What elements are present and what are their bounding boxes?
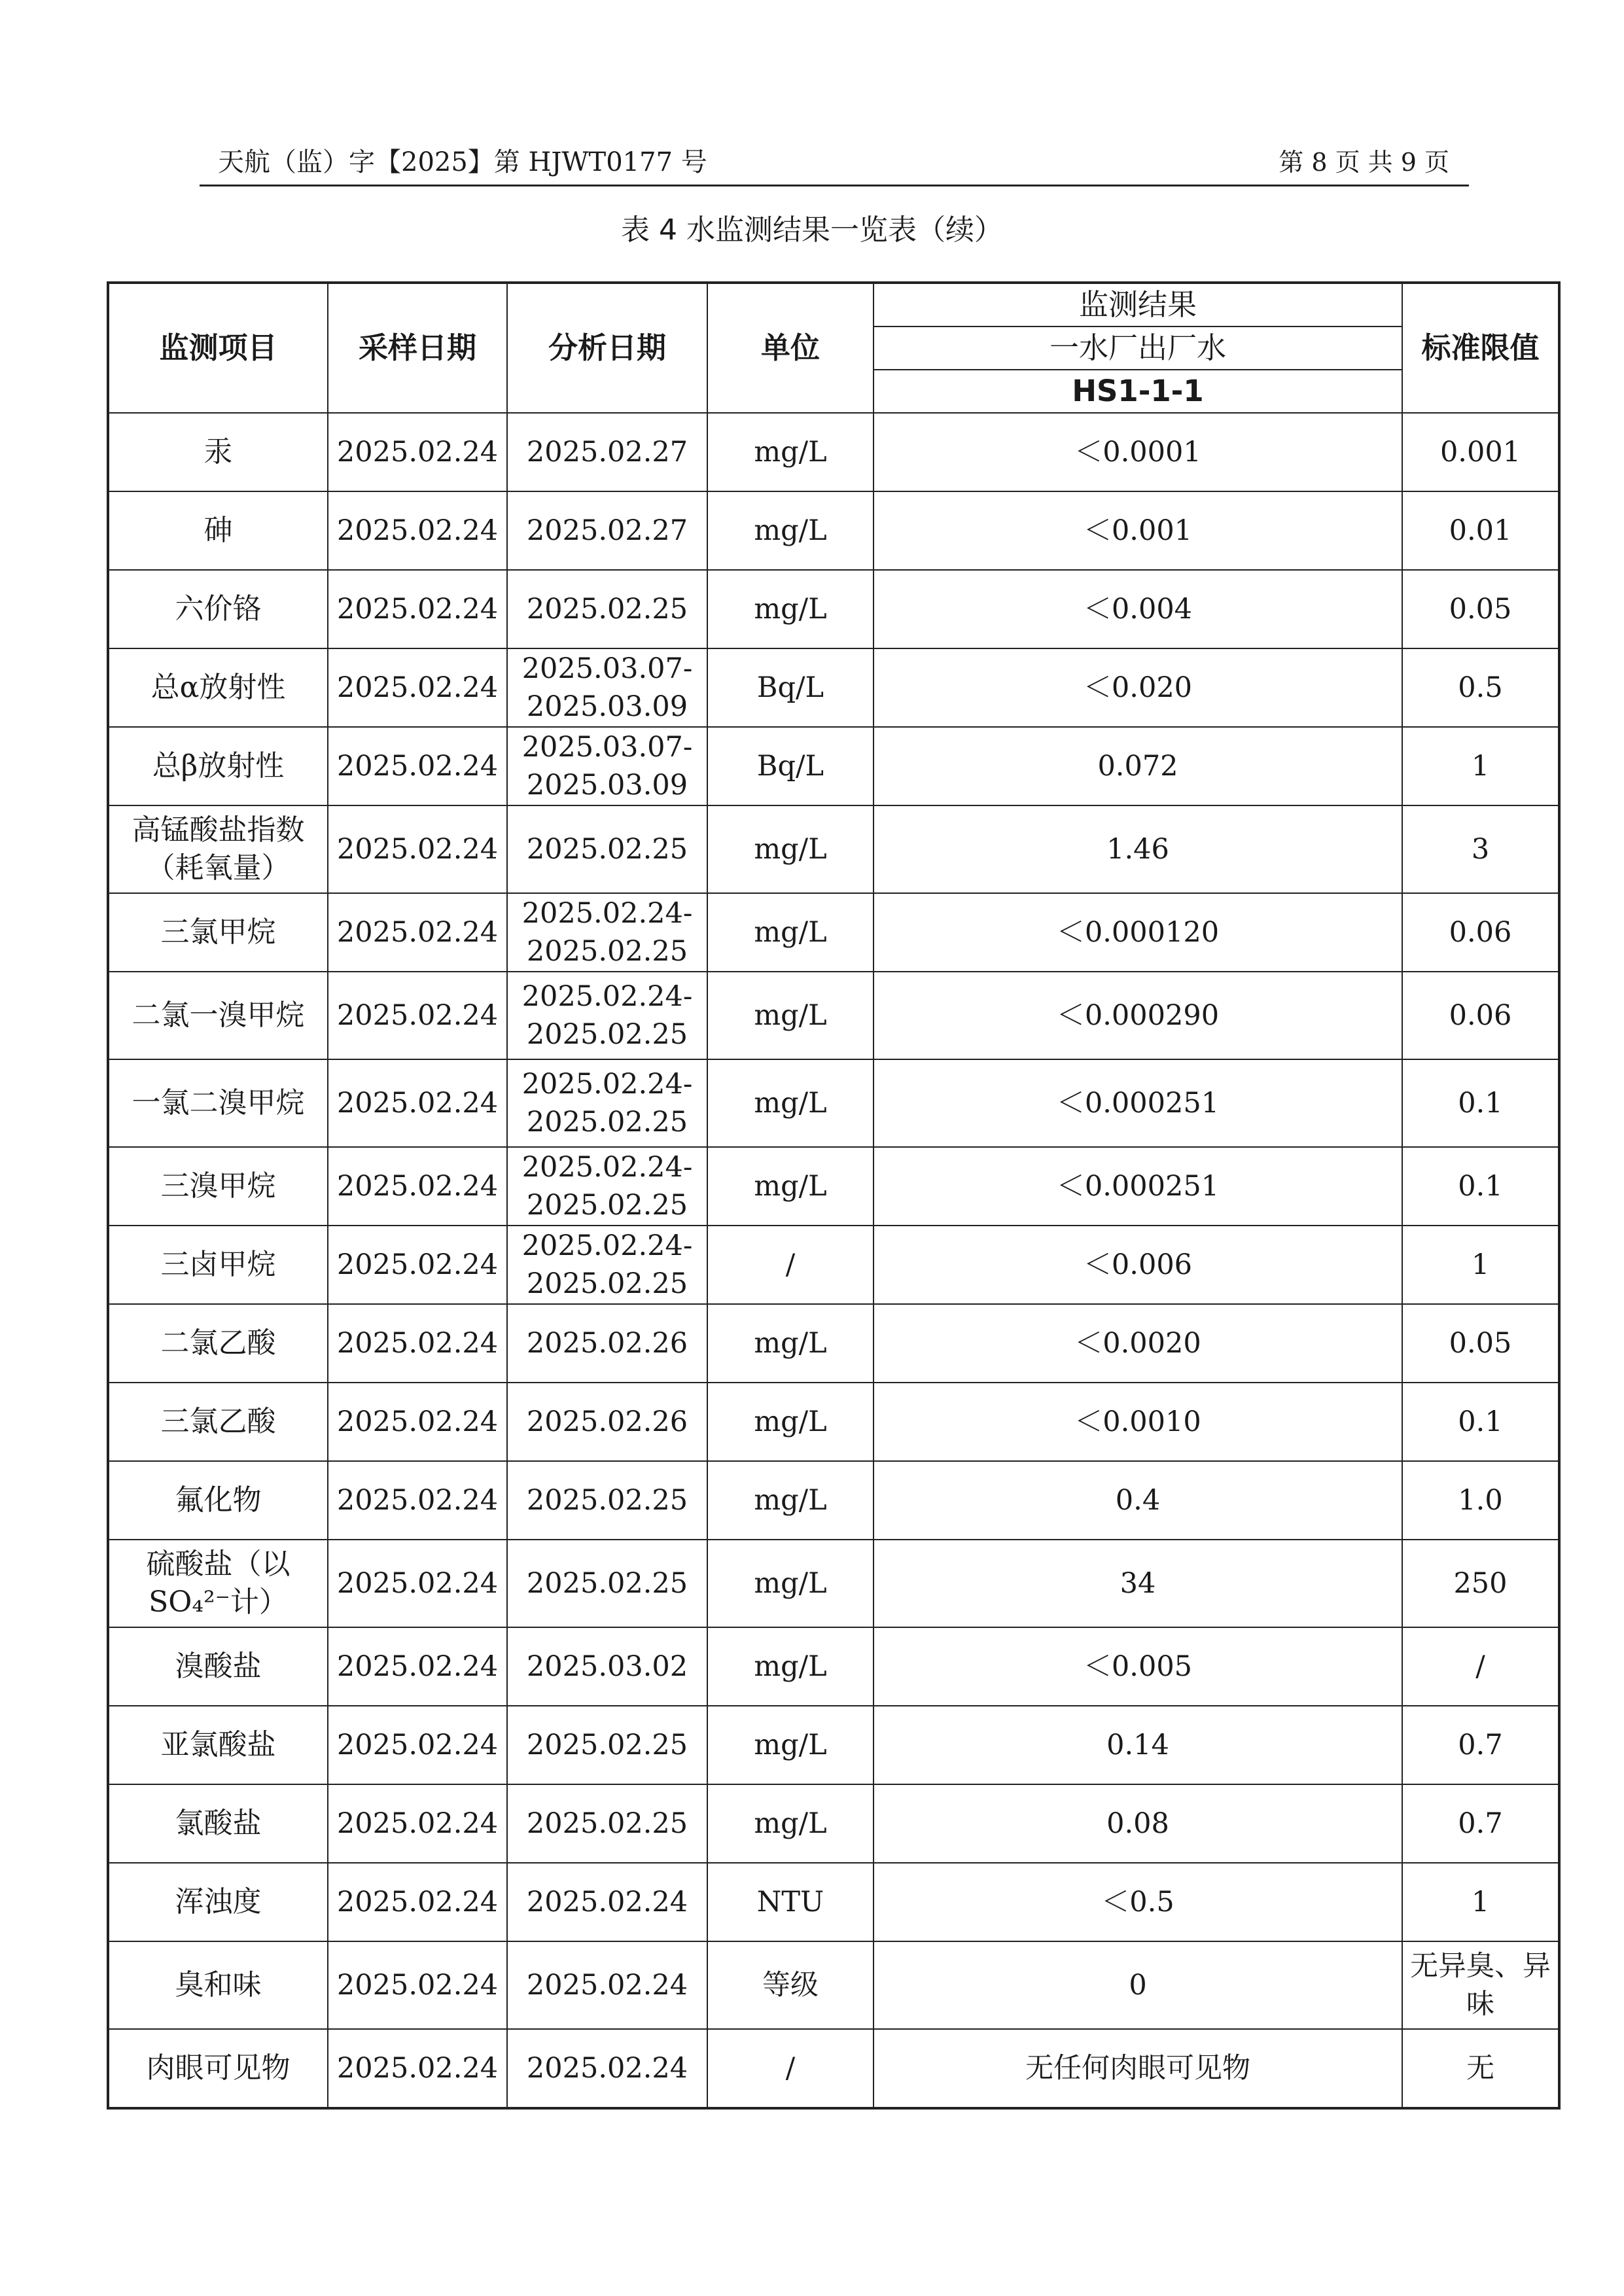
table-title: 表 4 水监测结果一览表（续） [621,213,1003,247]
results-table [107,281,1561,2110]
report-number: 天航（监）字【2025】第 HJWT0177 号 [218,147,707,177]
cell-result: ＜0.006 [874,1226,1402,1304]
col-header-sample-date: 采样日期 [328,283,507,413]
cell-analysis-date: 2025.03.07-2025.03.09 [507,648,707,727]
col-header-result-code: HS1-1-1 [874,370,1402,413]
cell-analysis-date: 2025.02.24 [507,1863,707,1941]
cell-unit: mg/L [707,413,874,491]
cell-unit: mg/L [707,1706,874,1784]
cell-limit: 0.05 [1402,1304,1559,1383]
cell-sample-date: 2025.02.24 [328,1706,507,1784]
table-row [108,1461,1559,1540]
cell-result: ＜0.0001 [874,413,1402,491]
cell-analysis-date: 2025.02.27 [507,491,707,570]
table-row [108,1226,1559,1304]
cell-limit: 1 [1402,1863,1559,1941]
cell-limit: 0.05 [1402,570,1559,648]
table-row [108,648,1559,727]
col-header-unit: 单位 [707,283,874,413]
cell-limit: 0.01 [1402,491,1559,570]
cell-item: 三溴甲烷 [108,1147,328,1226]
table-row [108,1540,1559,1627]
cell-result: 0.08 [874,1784,1402,1863]
cell-limit: 0.7 [1402,1706,1559,1784]
cell-result: ＜0.004 [874,570,1402,648]
table-row [108,1784,1559,1863]
cell-limit: 0.7 [1402,1784,1559,1863]
cell-item: 三氯甲烷 [108,893,328,972]
cell-limit: 1.0 [1402,1461,1559,1540]
cell-analysis-date: 2025.02.25 [507,1540,707,1627]
cell-sample-date: 2025.02.24 [328,1863,507,1941]
cell-limit: / [1402,1627,1559,1706]
page-number: 第 8 页 共 9 页 [1279,148,1449,177]
cell-item: 三卤甲烷 [108,1226,328,1304]
cell-analysis-date: 2025.02.26 [507,1304,707,1383]
table-row [108,1147,1559,1226]
cell-unit: mg/L [707,893,874,972]
cell-limit: 0.06 [1402,972,1559,1059]
cell-sample-date: 2025.02.24 [328,648,507,727]
cell-unit: mg/L [707,1383,874,1461]
col-header-result-group: 监测结果 [874,283,1402,327]
col-header-analysis-date: 分析日期 [507,283,707,413]
cell-result: ＜0.001 [874,491,1402,570]
cell-result: ＜0.000251 [874,1147,1402,1226]
cell-unit: mg/L [707,805,874,893]
cell-item: 六价铬 [108,570,328,648]
cell-result: ＜0.0020 [874,1304,1402,1383]
cell-item: 总α放射性 [108,648,328,727]
cell-sample-date: 2025.02.24 [328,413,507,491]
table-row [108,805,1559,893]
cell-limit: 0.1 [1402,1383,1559,1461]
cell-result: ＜0.000290 [874,972,1402,1059]
cell-unit: / [707,1226,874,1304]
cell-sample-date: 2025.02.24 [328,1226,507,1304]
cell-item: 高锰酸盐指数（耗氧量） [108,805,328,893]
page-header [200,143,1469,186]
cell-analysis-date: 2025.02.25 [507,1706,707,1784]
cell-analysis-date: 2025.02.24-2025.02.25 [507,972,707,1059]
cell-limit: 0.1 [1402,1059,1559,1147]
table-row [108,893,1559,972]
cell-analysis-date: 2025.02.25 [507,805,707,893]
cell-sample-date: 2025.02.24 [328,570,507,648]
cell-result: 34 [874,1540,1402,1627]
cell-sample-date: 2025.02.24 [328,1304,507,1383]
table-row [108,1304,1559,1383]
cell-result: 0.4 [874,1461,1402,1540]
cell-result: 1.46 [874,805,1402,893]
cell-item: 氯酸盐 [108,1784,328,1863]
table-row [108,1383,1559,1461]
cell-analysis-date: 2025.02.24-2025.02.25 [507,893,707,972]
cell-item: 三氯乙酸 [108,1383,328,1461]
cell-limit: 0.001 [1402,413,1559,491]
cell-result: 0 [874,1941,1402,2029]
cell-unit: mg/L [707,1784,874,1863]
cell-analysis-date: 2025.02.25 [507,570,707,648]
cell-item: 一氯二溴甲烷 [108,1059,328,1147]
cell-analysis-date: 2025.02.24 [507,2029,707,2108]
cell-sample-date: 2025.02.24 [328,1059,507,1147]
table-row [108,1059,1559,1147]
table-row [108,491,1559,570]
table-row [108,570,1559,648]
cell-analysis-date: 2025.03.02 [507,1627,707,1706]
cell-unit: mg/L [707,1059,874,1147]
cell-analysis-date: 2025.02.26 [507,1383,707,1461]
cell-analysis-date: 2025.02.24 [507,1941,707,2029]
cell-analysis-date: 2025.02.25 [507,1461,707,1540]
cell-result: ＜0.0010 [874,1383,1402,1461]
table-row [108,1706,1559,1784]
table-body [108,413,1559,2108]
cell-item: 总β放射性 [108,727,328,805]
cell-result: ＜0.000120 [874,893,1402,972]
table-row [108,1941,1559,2029]
table-row [108,972,1559,1059]
cell-unit: mg/L [707,1147,874,1226]
cell-unit: mg/L [707,491,874,570]
cell-sample-date: 2025.02.24 [328,1784,507,1863]
cell-unit: mg/L [707,1540,874,1627]
cell-limit: 无 [1402,2029,1559,2108]
col-header-limit: 标准限值 [1402,283,1559,413]
table-row [108,2029,1559,2108]
cell-result: ＜0.020 [874,648,1402,727]
cell-sample-date: 2025.02.24 [328,805,507,893]
cell-unit: mg/L [707,1461,874,1540]
cell-analysis-date: 2025.02.24-2025.02.25 [507,1059,707,1147]
cell-item: 汞 [108,413,328,491]
cell-limit: 0.1 [1402,1147,1559,1226]
cell-sample-date: 2025.02.24 [328,1941,507,2029]
cell-unit: NTU [707,1863,874,1941]
cell-result: 无任何肉眼可见物 [874,2029,1402,2108]
cell-sample-date: 2025.02.24 [328,1461,507,1540]
cell-result: ＜0.005 [874,1627,1402,1706]
cell-item: 硫酸盐（以SO₄²⁻计） [108,1540,328,1627]
cell-sample-date: 2025.02.24 [328,2029,507,2108]
cell-result: ＜0.5 [874,1863,1402,1941]
cell-limit: 无异臭、异味 [1402,1941,1559,2029]
cell-unit: mg/L [707,972,874,1059]
cell-sample-date: 2025.02.24 [328,1147,507,1226]
cell-result: 0.072 [874,727,1402,805]
cell-sample-date: 2025.02.24 [328,727,507,805]
cell-limit: 1 [1402,1226,1559,1304]
cell-sample-date: 2025.02.24 [328,972,507,1059]
cell-item: 二氯一溴甲烷 [108,972,328,1059]
cell-result: ＜0.000251 [874,1059,1402,1147]
col-header-item: 监测项目 [108,283,328,413]
col-header-result-site: 一水厂出厂水 [874,327,1402,370]
cell-sample-date: 2025.02.24 [328,491,507,570]
cell-limit: 3 [1402,805,1559,893]
cell-analysis-date: 2025.02.25 [507,1784,707,1863]
cell-unit: / [707,2029,874,2108]
cell-item: 浑浊度 [108,1863,328,1941]
cell-analysis-date: 2025.02.24-2025.02.25 [507,1147,707,1226]
cell-unit: mg/L [707,1304,874,1383]
cell-limit: 250 [1402,1540,1559,1627]
cell-sample-date: 2025.02.24 [328,893,507,972]
table-row [108,727,1559,805]
cell-analysis-date: 2025.03.07-2025.03.09 [507,727,707,805]
cell-sample-date: 2025.02.24 [328,1383,507,1461]
cell-limit: 0.5 [1402,648,1559,727]
cell-limit: 0.06 [1402,893,1559,972]
cell-limit: 1 [1402,727,1559,805]
cell-analysis-date: 2025.02.24-2025.02.25 [507,1226,707,1304]
cell-unit: Bq/L [707,648,874,727]
cell-unit: mg/L [707,570,874,648]
table-row [108,1627,1559,1706]
cell-analysis-date: 2025.02.27 [507,413,707,491]
table-row [108,1863,1559,1941]
cell-item: 氟化物 [108,1461,328,1540]
table-row [108,413,1559,491]
cell-sample-date: 2025.02.24 [328,1540,507,1627]
cell-sample-date: 2025.02.24 [328,1627,507,1706]
cell-item: 肉眼可见物 [108,2029,328,2108]
cell-result: 0.14 [874,1706,1402,1784]
cell-item: 溴酸盐 [108,1627,328,1706]
cell-unit: Bq/L [707,727,874,805]
cell-item: 亚氯酸盐 [108,1706,328,1784]
cell-item: 砷 [108,491,328,570]
cell-unit: 等级 [707,1941,874,2029]
cell-item: 臭和味 [108,1941,328,2029]
cell-unit: mg/L [707,1627,874,1706]
cell-item: 二氯乙酸 [108,1304,328,1383]
